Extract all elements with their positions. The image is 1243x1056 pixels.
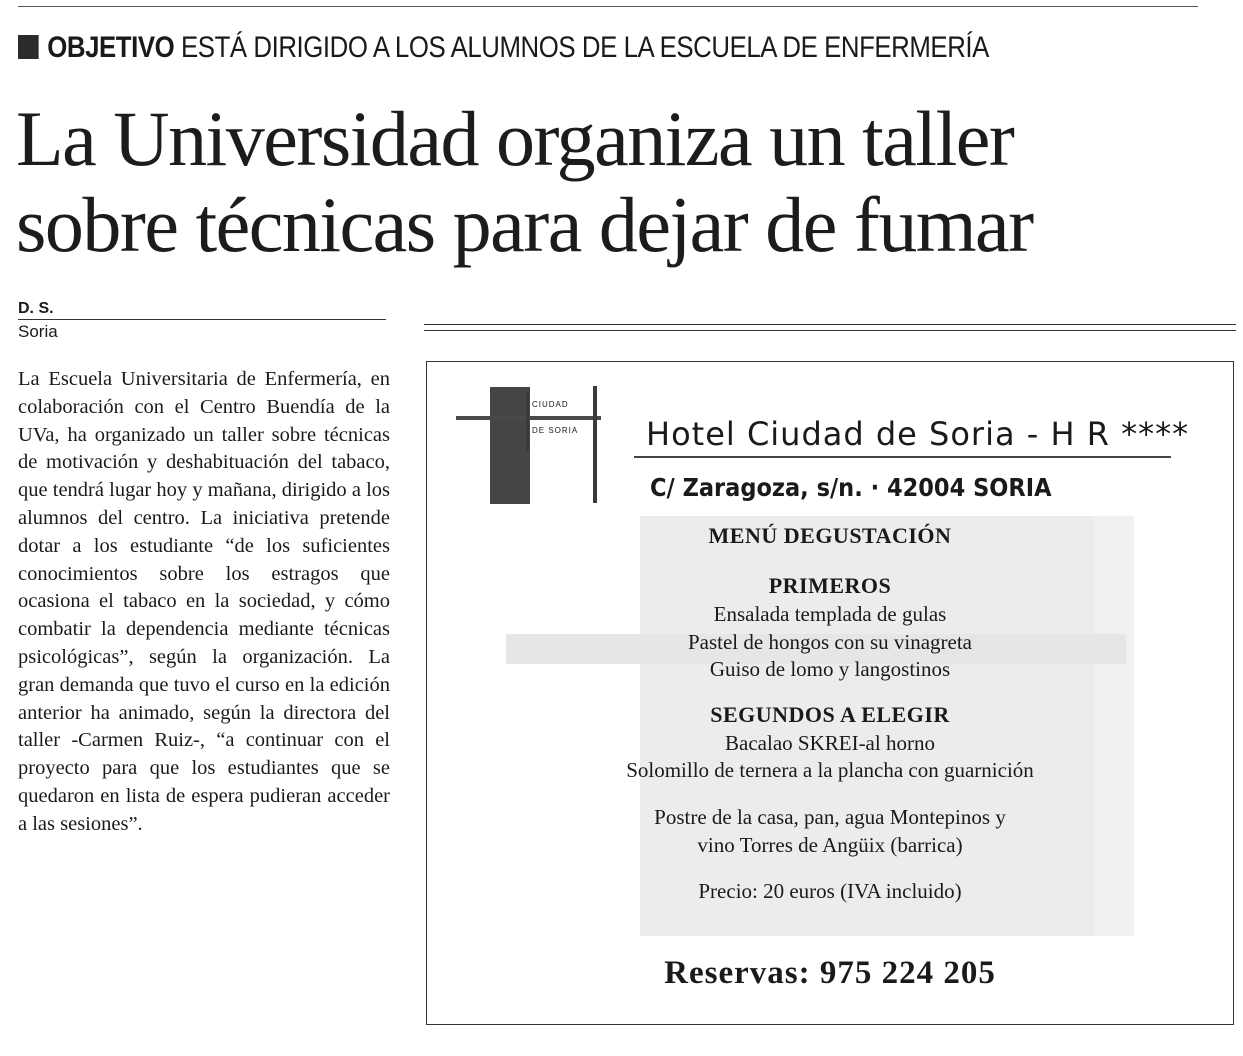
kicker-square-icon bbox=[18, 35, 39, 59]
hotel-name: Hotel Ciudad de Soria - H R **** bbox=[646, 415, 1190, 453]
hotel-logo-text-1: CIUDAD bbox=[532, 400, 569, 409]
menu-item: Pastel de hongos con su vinagreta bbox=[687, 630, 973, 654]
byline bbox=[18, 300, 386, 342]
menu-postre-line-2: vino Torres de Angüix (barrica) bbox=[697, 833, 963, 857]
hotel-name-underline bbox=[634, 456, 1171, 458]
menu-item: Guiso de lomo y langostinos bbox=[709, 657, 951, 681]
article-body: La Escuela Universitaria de Enfermería, en colaboración con el Centro Buendía de la UVa, ha organizado un taller sobre técnicas de motivación y deshabituación del tabaco, que tendrá lugar hoy y mañana, dirigido a los alumnos del centro. La iniciativa pretende dotar a los estudiante “de los suficientes conocimientos sobre los estragos que ocasiona el tabaco en la sociedad, y cómo combatir la dependencia mediante técnicas psicológicas”, según la organización. La gran demanda que tuvo el curso en la edición anterior ha animado, según la directora del taller -Carmen Ruiz-, “a continuar con el proyecto para que los estudiantes que se quedaron en lista de espera pudieran acceder a las sesiones”. bbox=[18, 368, 390, 835]
kicker bbox=[18, 30, 989, 66]
primeros-title: PRIMEROS bbox=[768, 573, 892, 598]
column-rule-bottom bbox=[424, 330, 1236, 331]
menu-postre-line-1: Postre de la casa, pan, agua Montepinos y bbox=[654, 805, 1006, 829]
byline-author: D. S. bbox=[18, 300, 54, 317]
column-rule-top bbox=[424, 324, 1236, 325]
segundos-title: SEGUNDOS A ELEGIR bbox=[710, 702, 950, 727]
menu-item: Solomillo de ternera a la plancha con guarnición bbox=[626, 758, 1034, 782]
reservations-phone: Reservas: 975 224 205 bbox=[664, 955, 996, 991]
menu-title: MENÚ DEGUSTACIÓN bbox=[708, 523, 952, 548]
headline-line-1: La Universidad organiza un taller bbox=[16, 95, 1014, 182]
headline-line-2: sobre técnicas para dejar de fumar bbox=[16, 181, 1033, 268]
hotel-address: C/ Zaragoza, s/n. · 42004 SORIA bbox=[650, 473, 1052, 502]
headline bbox=[16, 96, 1033, 268]
hotel-logo-text-2: DE SORIA bbox=[532, 426, 579, 435]
kicker-label: OBJETIVO bbox=[47, 31, 175, 64]
menu-price: Precio: 20 euros (IVA incluido) bbox=[698, 879, 962, 903]
menu-item: Bacalao SKREI-al horno bbox=[725, 731, 935, 755]
byline-rule bbox=[18, 319, 386, 320]
menu-item: Ensalada templada de gulas bbox=[713, 602, 947, 626]
hotel-logo-block bbox=[490, 387, 530, 504]
byline-city: Soria bbox=[18, 322, 58, 341]
kicker-text: ESTÁ DIRIGIDO A LOS ALUMNOS DE LA ESCUELA DE ENFERMERÍA bbox=[181, 31, 989, 64]
top-rule bbox=[18, 6, 1198, 7]
hotel-logo-line bbox=[526, 392, 529, 452]
hotel-logo-post bbox=[593, 386, 597, 503]
